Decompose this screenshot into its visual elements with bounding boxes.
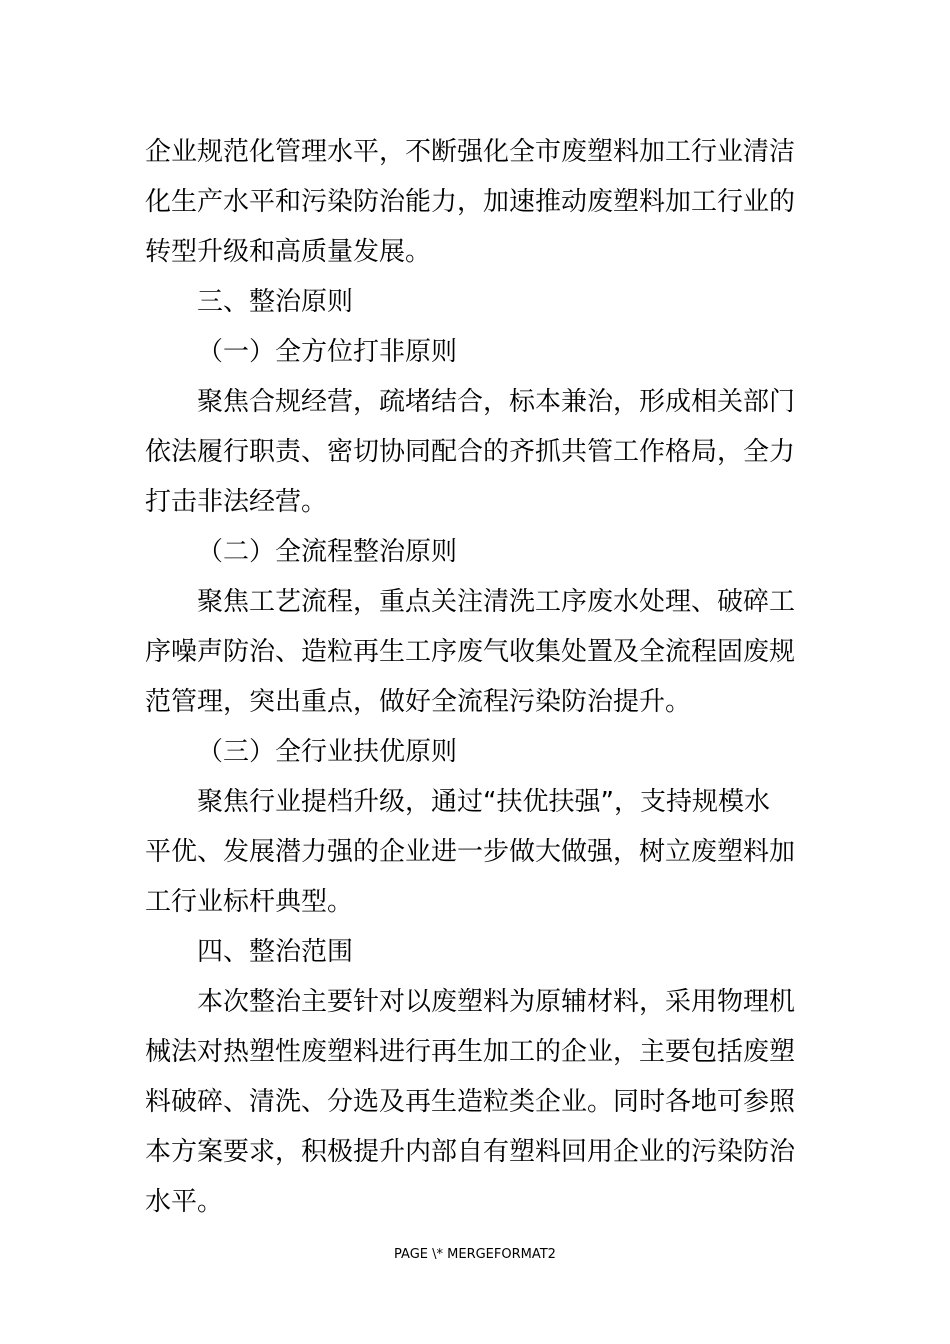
body-text-line: 工行业标杆典型。 xyxy=(145,887,354,917)
subsection-heading: （一）全方位打非原则 xyxy=(197,337,458,367)
body-text-line: 转型升级和高质量发展。 xyxy=(145,237,432,267)
section-heading: 三、整治原则 xyxy=(197,287,354,317)
body-text-line: 依法履行职责、密切协同配合的齐抓共管工作格局，全力 xyxy=(145,437,796,467)
body-text-line: 聚焦工艺流程，重点关注清洗工序废水处理、破碎工 xyxy=(197,587,796,617)
body-text-line: 本方案要求，积极提升内部自有塑料回用企业的污染防治 xyxy=(145,1137,796,1167)
section-heading: 四、整治范围 xyxy=(197,937,354,967)
page-footer: PAGE \* MERGEFORMAT2 xyxy=(394,1247,556,1262)
body-text-line: 平优、发展潜力强的企业进一步做大做强，树立废塑料加 xyxy=(145,837,796,867)
body-text-line: 化生产水平和污染防治能力，加速推动废塑料加工行业的 xyxy=(145,187,796,217)
body-text-line: 本次整治主要针对以废塑料为原辅材料，采用物理机 xyxy=(197,987,796,1017)
body-text-line: 打击非法经营。 xyxy=(145,487,328,517)
body-text-line: 水平。 xyxy=(145,1187,224,1217)
body-text-line: 械法对热塑性废塑料进行再生加工的企业，主要包括废塑 xyxy=(145,1037,796,1067)
body-text-line: 聚焦行业提档升级，通过“扶优扶强”，支持规模水 xyxy=(197,787,770,817)
subsection-heading: （二）全流程整治原则 xyxy=(197,537,458,567)
body-text-line: 序噪声防治、造粒再生工序废气收集处置及全流程固废规 xyxy=(145,637,796,667)
body-text-line: 料破碎、清洗、分选及再生造粒类企业。同时各地可参照 xyxy=(145,1087,796,1117)
subsection-heading: （三）全行业扶优原则 xyxy=(197,737,458,767)
body-text-line: 范管理，突出重点，做好全流程污染防治提升。 xyxy=(145,687,692,717)
body-text-line: 聚焦合规经营，疏堵结合，标本兼治，形成相关部门 xyxy=(197,387,796,417)
body-text-line: 企业规范化管理水平，不断强化全市废塑料加工行业清洁 xyxy=(145,137,796,167)
